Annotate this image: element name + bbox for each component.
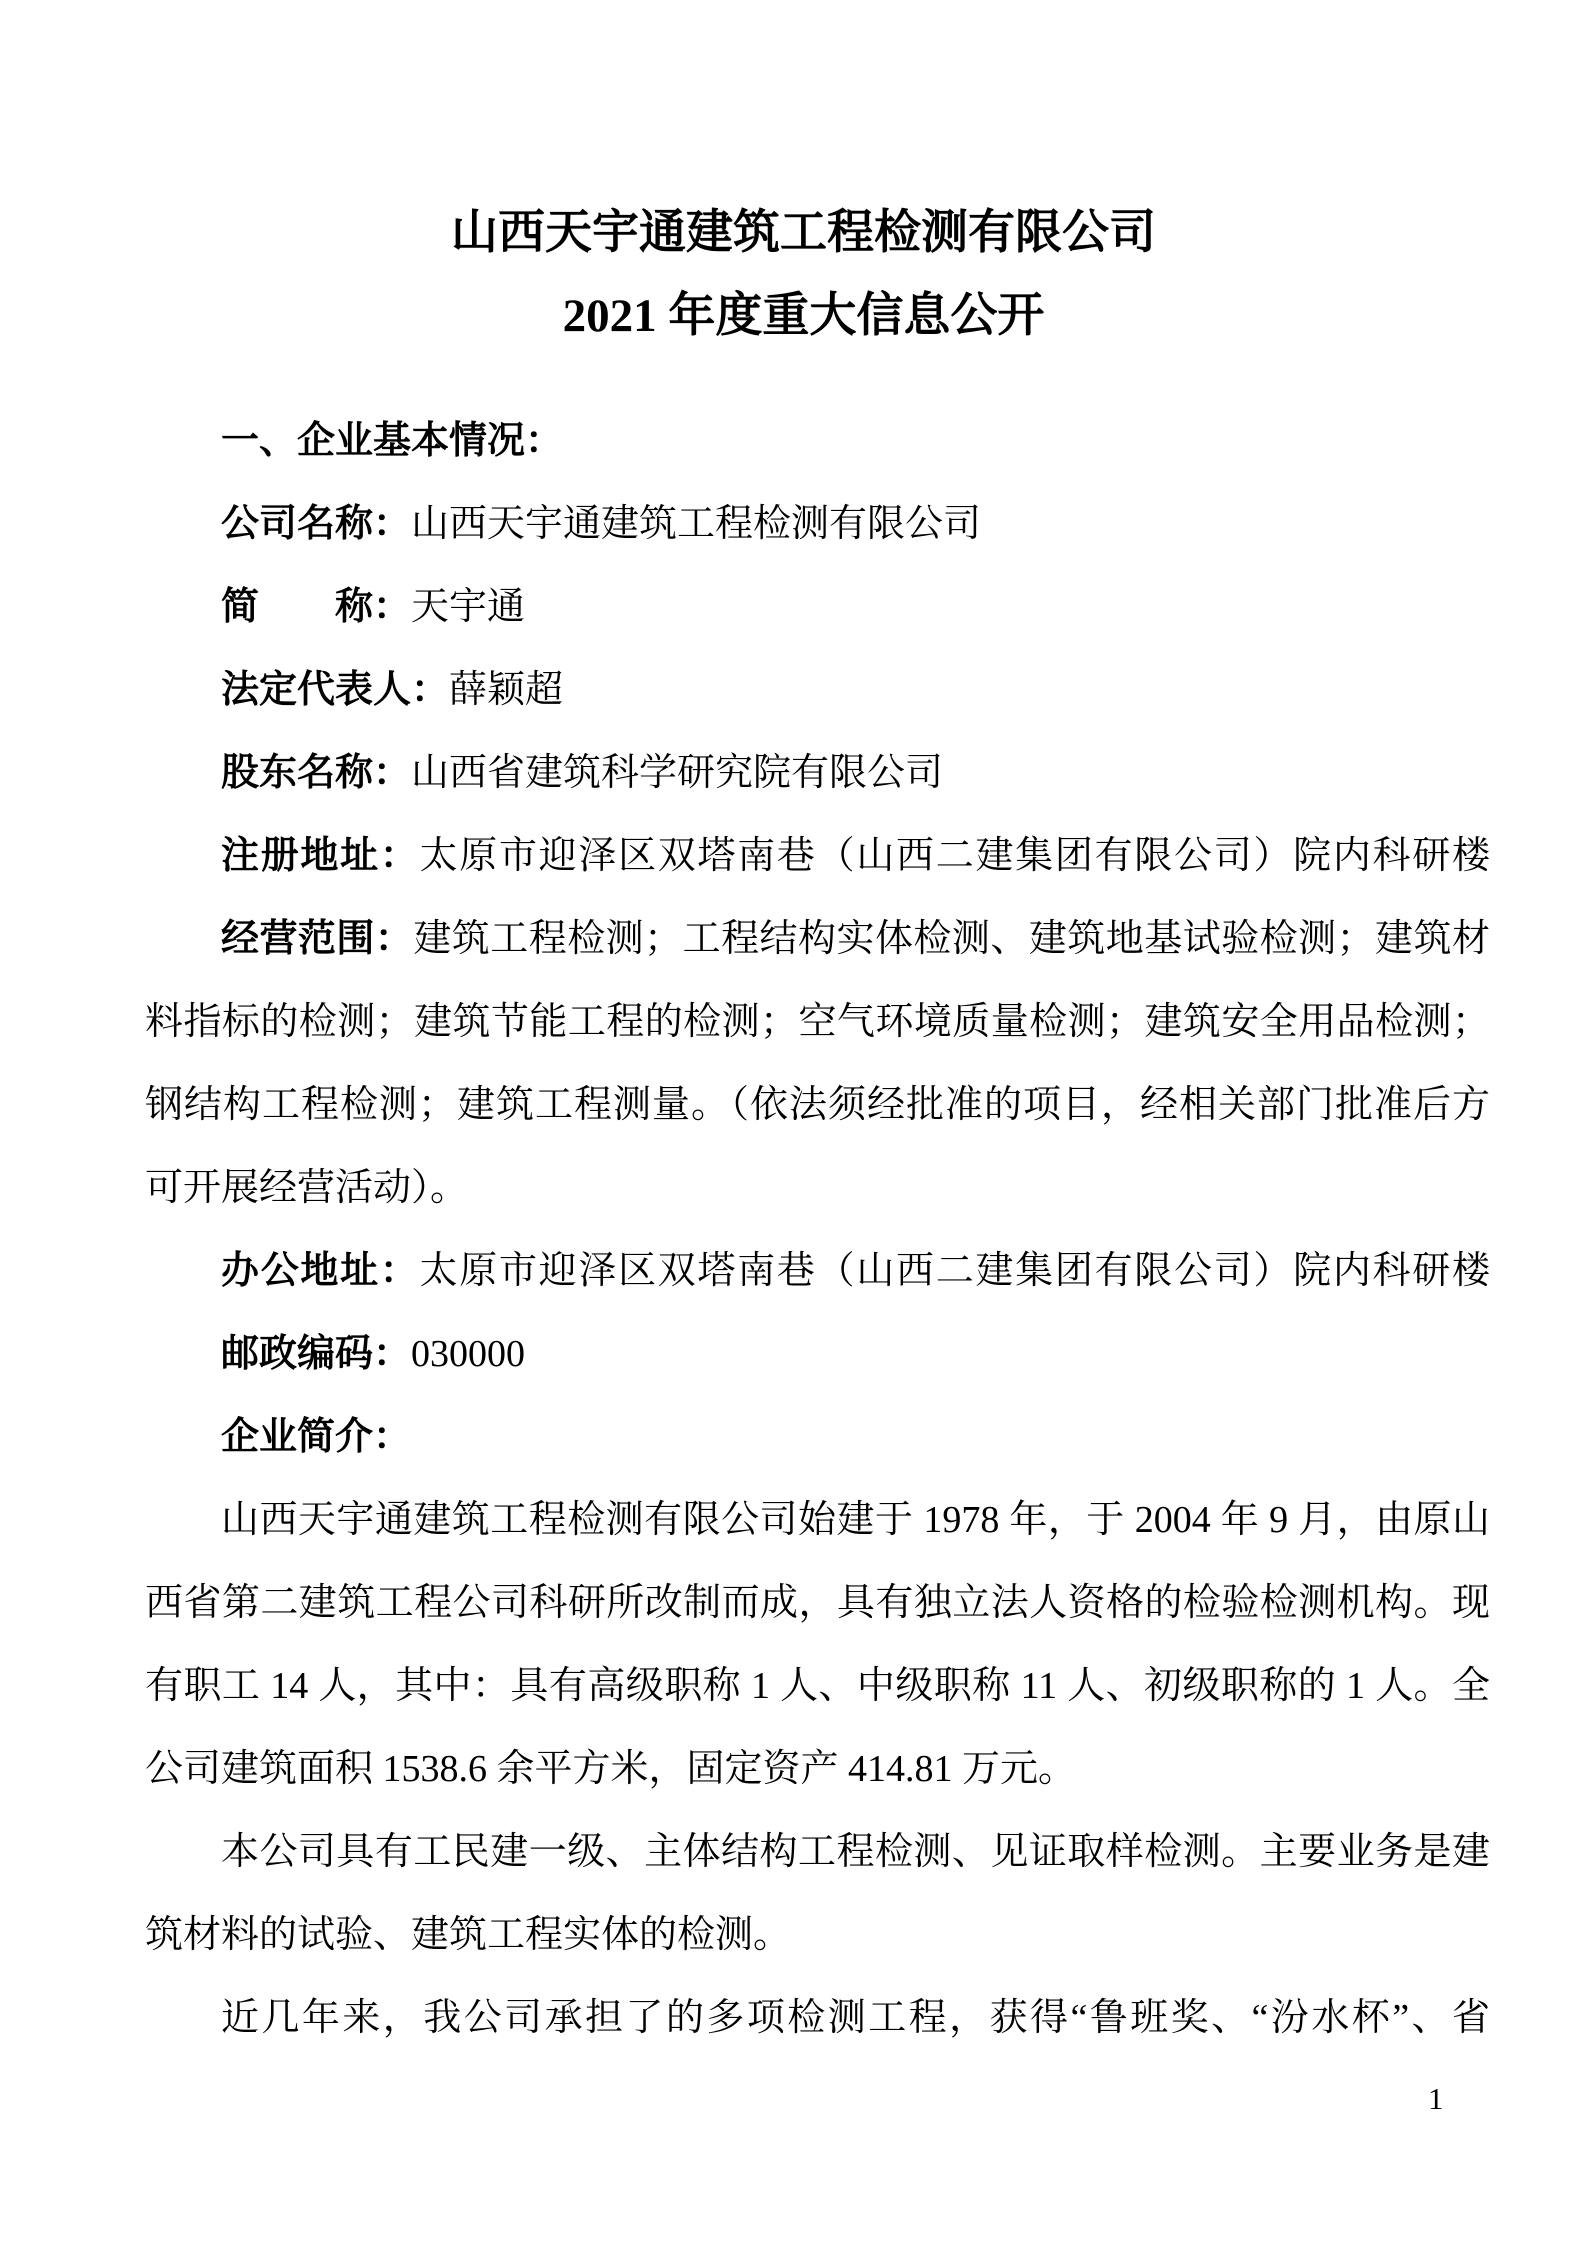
field-value: 太原市迎泽区双塔南巷（山西二建集团有限公司）院内科研楼 — [419, 1250, 1490, 1292]
field-row — [145, 732, 1490, 815]
field-label: 公司名称： — [221, 503, 412, 545]
field-value: 薛颖超 — [449, 669, 564, 711]
body-paragraph: 山西天宇通建筑工程检测有限公司始建于 1978 年，于 2004 年 9 月，由原山西省第二建筑工程公司科研所改制而成，具有独立法人资格的检验检测机构。现有职工 14 人，其中：具有高级职称 1 人、中级职称 11 人、初级职称的 1 人。全公司建筑面积 1538.6 余平方米，固定资产 414.81 万元。 — [145, 1499, 1490, 1790]
field-value: 建筑工程检测；工程结构实体检测、建筑地基试验检测；建筑材料指标的检测；建筑节能工程的检测；空气环境质量检测；建筑安全用品检测；钢结构工程检测；建筑工程测量。（依法须经批准的项目，经相关部门批准后方可开展经营活动）。 — [145, 918, 1490, 1209]
field-label: 邮政编码： — [221, 1333, 412, 1375]
field-value: 山西省建筑科学研究院有限公司 — [411, 752, 944, 794]
document-content — [145, 192, 1490, 2060]
paragraphs-host — [145, 1479, 1490, 2060]
field-value: 山西天宇通建筑工程检测有限公司 — [411, 503, 982, 545]
field-value: 太原市迎泽区双塔南巷（山西二建集团有限公司）院内科研楼 — [419, 835, 1490, 877]
field-label: 注册地址： — [221, 835, 420, 877]
field-row — [145, 649, 1490, 732]
field-row — [145, 566, 1490, 649]
field-label: 法定代表人： — [221, 669, 450, 711]
document-title-line2: 2021 年度重大信息公开 — [562, 290, 1045, 342]
field-value: 030000 — [411, 1333, 526, 1375]
field-row — [145, 483, 1490, 566]
body-paragraph: 近几年来，我公司承担了的多项检测工程，获得“鲁班奖、“汾水杯”、省 — [221, 1997, 1490, 2039]
field-label: 企业简介： — [221, 1416, 412, 1458]
section-heading: 一、企业基本情况： — [221, 420, 564, 462]
field-row — [145, 1230, 1490, 1313]
field-label: 股东名称： — [221, 752, 412, 794]
field-label: 简 称： — [221, 586, 412, 628]
field-row — [145, 1396, 1490, 1479]
field-label: 经营范围： — [221, 918, 414, 960]
field-label: 办公地址： — [221, 1250, 420, 1292]
field-row — [145, 898, 1490, 1230]
document-title-line1: 山西天宇通建筑工程检测有限公司 — [451, 207, 1156, 259]
body-paragraph: 本公司具有工民建一级、主体结构工程检测、见证取样检测。主要业务是建筑材料的试验、建筑工程实体的检测。 — [145, 1831, 1490, 1956]
field-row — [145, 1313, 1490, 1396]
page-number: 1 — [1428, 2081, 1444, 2116]
field-value: 天宇通 — [411, 586, 526, 628]
fields-host — [145, 483, 1490, 1479]
document-body — [145, 400, 1490, 2060]
field-row — [145, 815, 1490, 898]
document-title-block — [131, 192, 1476, 358]
